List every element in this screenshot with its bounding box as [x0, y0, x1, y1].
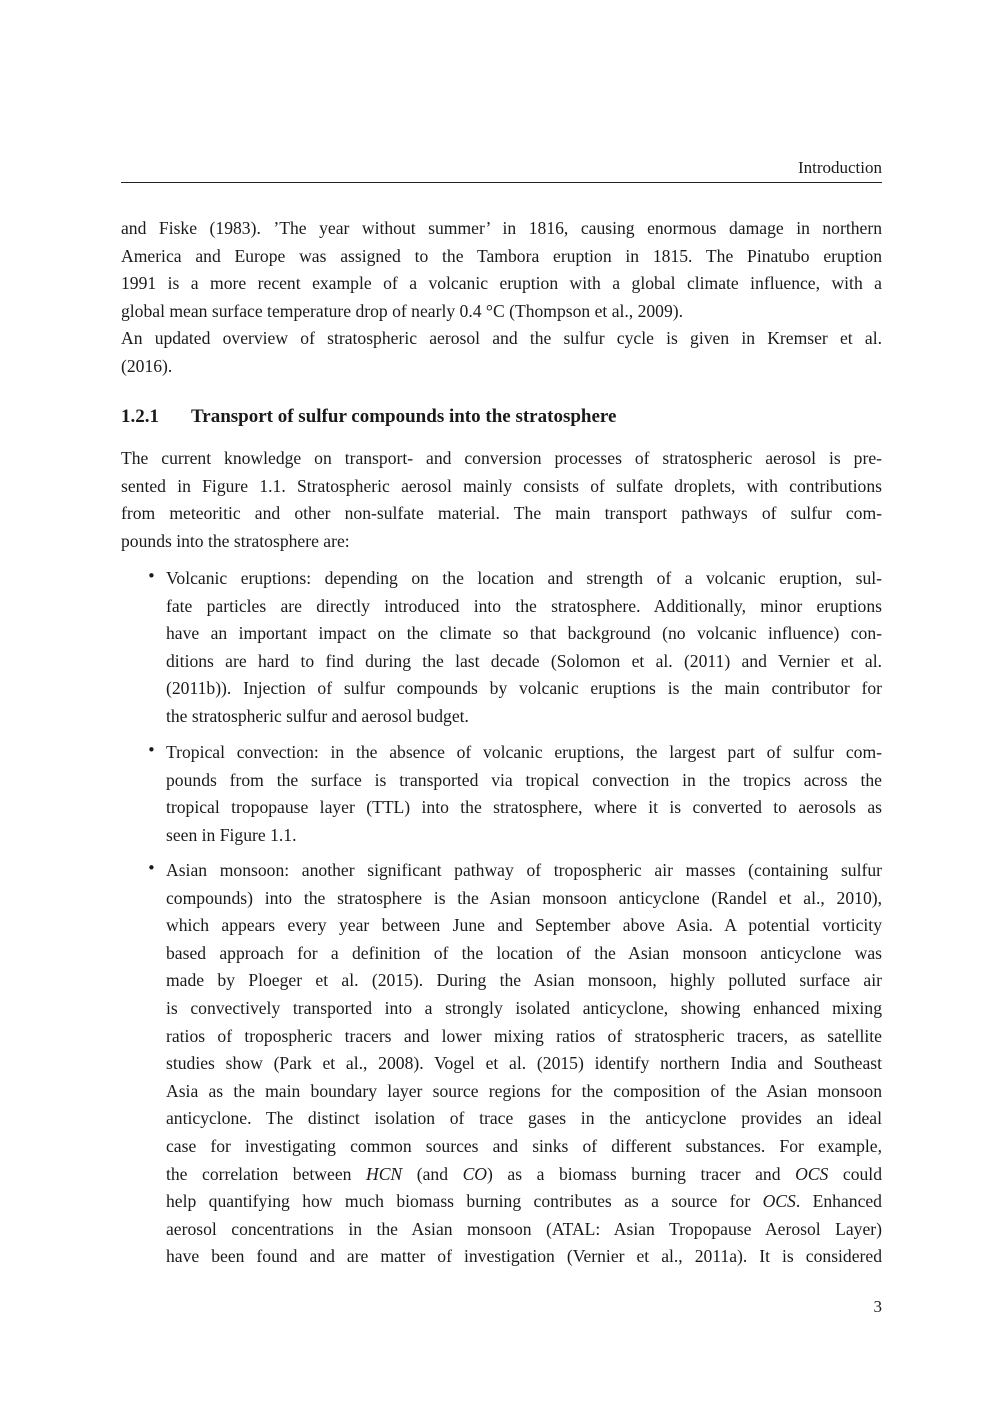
text-line: (2016). — [121, 355, 173, 376]
text-line: which appears every year between June and September above Asia. A potential vorticity — [166, 915, 882, 936]
text-line: compounds) into the stratosphere is the Asian monsoon anticyclone (Randel et al., 2010), — [166, 887, 882, 908]
section-heading — [121, 406, 616, 428]
text-line: The current knowledge on transport- and conversion processes of stratospheric aerosol is pre- — [121, 448, 882, 468]
text-line: made by Ploeger et al. (2015). During the Asian monsoon, highly polluted surface air — [166, 970, 882, 991]
paragraph-intro — [121, 215, 882, 381]
text-line: case for investigating common sources and sinks of different substances. For example, — [166, 1135, 882, 1156]
text-line: aerosol concentrations in the Asian monsoon (ATAL: Asian Tropopause Aerosol Layer) — [166, 1218, 882, 1239]
text-line: Asian monsoon: another significant pathway of tropospheric air masses (containing sulfur — [166, 860, 882, 880]
text-line: from meteoritic and other non-sulfate material. The main transport pathways of sulfur com- — [121, 503, 882, 524]
running-header: Introduction — [797, 158, 882, 177]
text-line: Asia as the main boundary layer source regions for the composition of the Asian monsoon — [166, 1080, 882, 1101]
text-line — [166, 1161, 882, 1189]
text-segment: could — [828, 1163, 882, 1184]
text-segment: ) as a biomass burning tracer and — [487, 1163, 796, 1184]
header-rule — [121, 182, 882, 183]
text-segment: . Enhanced — [795, 1191, 882, 1212]
text-line: Volcanic eruptions: depending on the location and strength of a volcanic eruption, sul- — [166, 568, 882, 588]
paragraph-transport — [121, 445, 882, 555]
text-line: America and Europe was assigned to the Tambora eruption in 1815. The Pinatubo eruption — [121, 245, 882, 266]
text-line: have an important impact on the climate so that background (no volcanic influence) con- — [166, 623, 882, 644]
text-line: the stratospheric sulfur and aerosol budget. — [166, 705, 469, 726]
text-line: global mean surface temperature drop of nearly 0.4 °C (Thompson et al., 2009). — [121, 300, 684, 321]
text-line: pounds from the surface is transported via tropical convection in the tropics across the — [166, 769, 882, 790]
list-item-volcanic — [166, 565, 882, 731]
text-line: is convectively transported into a strongly isolated anticyclone, showing enhanced mixing — [166, 997, 882, 1018]
text-line: (2011b)). Injection of sulfur compounds by volcanic eruptions is the main contributor for — [166, 678, 882, 699]
text-line — [166, 1188, 882, 1216]
text-line: sented in Figure 1.1. Stratospheric aerosol mainly consists of sulfate droplets, with contributions — [121, 475, 882, 496]
bullet-icon: • — [147, 567, 156, 585]
text-line: fate particles are directly introduced into the stratosphere. Additionally, minor eruptions — [166, 595, 882, 616]
text-line: seen in Figure 1.1. — [166, 824, 297, 845]
list-item-asian-monsoon — [166, 857, 882, 1271]
text-line: ditions are hard to find during the last decade (Solomon et al. (2011) and Vernier et al. — [166, 650, 882, 671]
section-title: Transport of sulfur compounds into the stratosphere — [191, 406, 617, 427]
chemical-formula: OCS — [762, 1191, 796, 1212]
text-line: ratios of tropospheric tracers and lower mixing ratios of stratospheric tracers, as satellite — [166, 1025, 882, 1046]
text-line: and Fiske (1983). ’The year without summer’ in 1816, causing enormous damage in northern — [121, 218, 882, 238]
chemical-formula: HCN — [365, 1163, 403, 1184]
section-number: 1.2.1 — [121, 406, 159, 427]
text-line: based approach for a definition of the location of the Asian monsoon anticyclone was — [166, 942, 882, 963]
text-line: pounds into the stratosphere are: — [121, 530, 350, 551]
text-line: anticyclone. The distinct isolation of trace gases in the anticyclone provides an ideal — [166, 1108, 882, 1129]
list-item-tropical — [166, 739, 882, 849]
text-segment: help quantifying how much biomass burning contributes as a source for — [166, 1191, 763, 1212]
text-line: have been found and are matter of investigation (Vernier et al., 2011a). It is considered — [166, 1246, 882, 1267]
chemical-formula: CO — [462, 1163, 488, 1184]
text-segment: (and — [402, 1163, 463, 1184]
text-line: 1991 is a more recent example of a volcanic eruption with a global climate influence, with a — [121, 273, 882, 294]
text-line: studies show (Park et al., 2008). Vogel et al. (2015) identify northern India and Southeast — [166, 1053, 882, 1074]
text-segment: the correlation between — [166, 1163, 366, 1184]
text-line: An updated overview of stratospheric aerosol and the sulfur cycle is given in Kremser et al. — [121, 328, 882, 349]
chemical-formula: OCS — [795, 1163, 829, 1184]
text-line: Tropical convection: in the absence of volcanic eruptions, the largest part of sulfur com- — [166, 742, 882, 762]
text-line: tropical tropopause layer (TTL) into the stratosphere, where it is converted to aerosols as — [166, 797, 882, 818]
bullet-icon: • — [147, 741, 156, 759]
bullet-icon: • — [147, 859, 156, 877]
page-number: 3 — [873, 1297, 882, 1316]
